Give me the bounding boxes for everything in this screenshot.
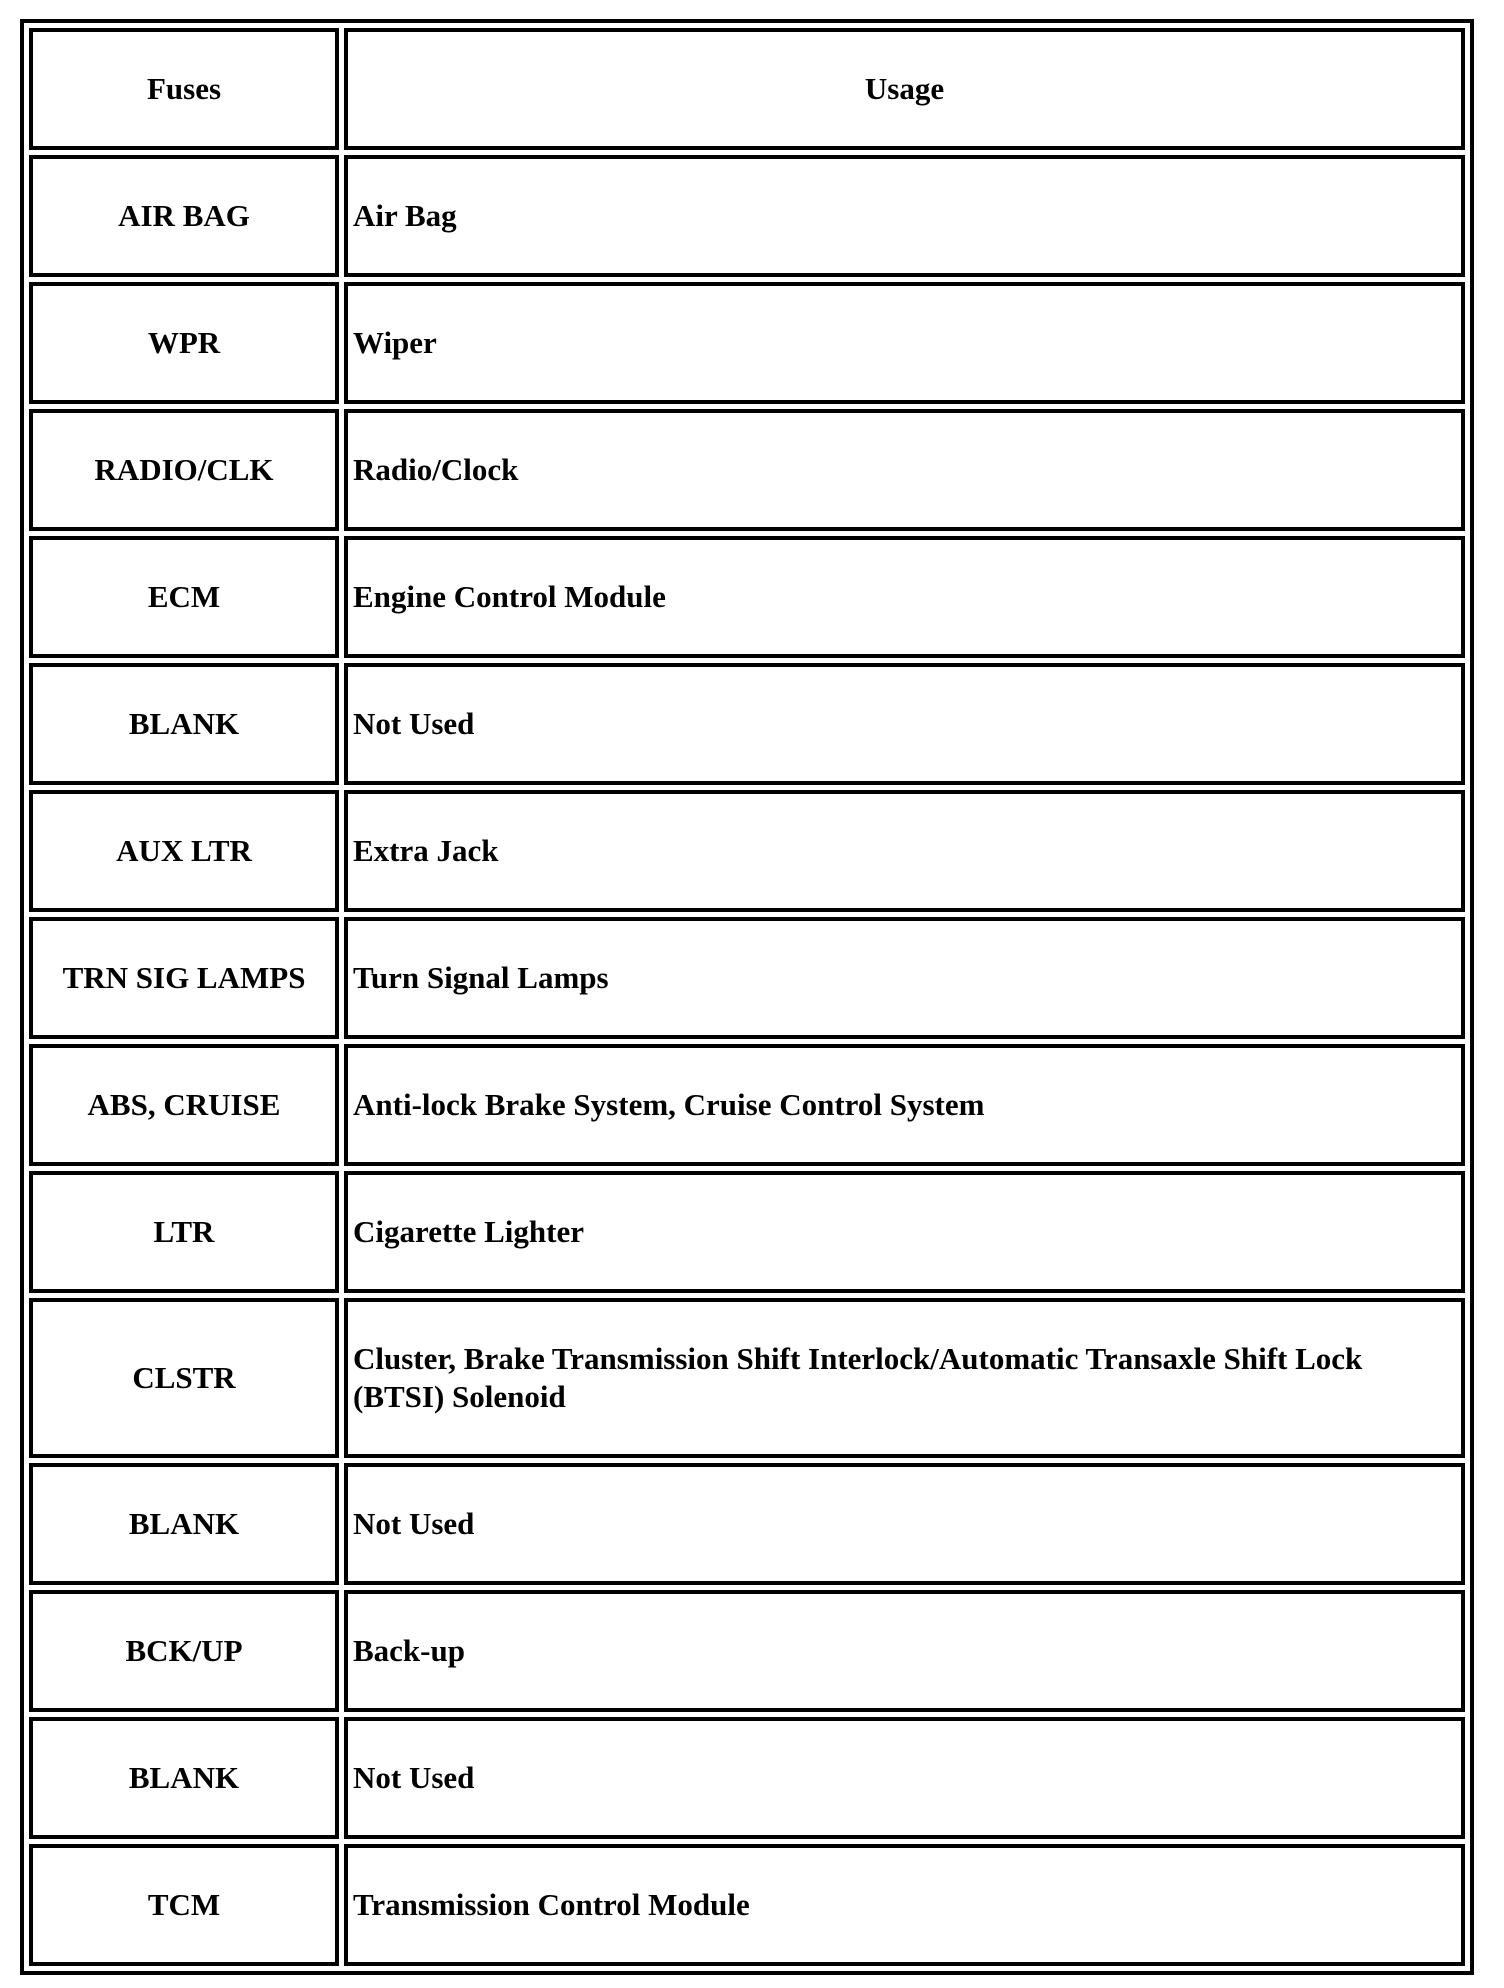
fuse-cell: AUX LTR [29,790,339,912]
table-row [29,155,1465,277]
table-row [29,1298,1465,1458]
fuse-cell: RADIO/CLK [29,409,339,531]
table-row [29,1590,1465,1712]
table-row [29,536,1465,658]
usage-cell: Not Used [344,1463,1465,1585]
usage-cell: Not Used [344,1717,1465,1839]
table-row [29,1844,1465,1966]
header-fuses: Fuses [29,28,339,150]
usage-cell: Anti-lock Brake System, Cruise Control System [344,1044,1465,1166]
header-usage: Usage [344,28,1465,150]
fuse-cell: BLANK [29,663,339,785]
usage-cell: Cluster, Brake Transmission Shift Interlock/Automatic Transaxle Shift Lock (BTSI) Solenoid [344,1298,1465,1458]
table-header-row [29,28,1465,150]
fuse-cell: TRN SIG LAMPS [29,917,339,1039]
table-row [29,282,1465,404]
table-row [29,917,1465,1039]
fuse-cell: TCM [29,1844,339,1966]
fuse-usage-table [20,19,1474,1975]
fuse-cell: WPR [29,282,339,404]
usage-cell: Transmission Control Module [344,1844,1465,1966]
table-row [29,1044,1465,1166]
fuse-cell: ABS, CRUISE [29,1044,339,1166]
usage-cell: Extra Jack [344,790,1465,912]
table-row [29,409,1465,531]
table-row [29,790,1465,912]
usage-cell: Not Used [344,663,1465,785]
fuse-cell: AIR BAG [29,155,339,277]
fuse-cell: BLANK [29,1463,339,1585]
fuse-cell: BCK/UP [29,1590,339,1712]
table-row [29,663,1465,785]
fuse-cell: CLSTR [29,1298,339,1458]
fuse-cell: LTR [29,1171,339,1293]
table-row [29,1717,1465,1839]
usage-cell: Cigarette Lighter [344,1171,1465,1293]
usage-cell: Radio/Clock [344,409,1465,531]
usage-cell: Wiper [344,282,1465,404]
fuse-cell: ECM [29,536,339,658]
usage-cell: Air Bag [344,155,1465,277]
table-row [29,1463,1465,1585]
usage-cell: Turn Signal Lamps [344,917,1465,1039]
usage-cell: Engine Control Module [344,536,1465,658]
usage-cell: Back-up [344,1590,1465,1712]
table-row [29,1171,1465,1293]
fuse-cell: BLANK [29,1717,339,1839]
